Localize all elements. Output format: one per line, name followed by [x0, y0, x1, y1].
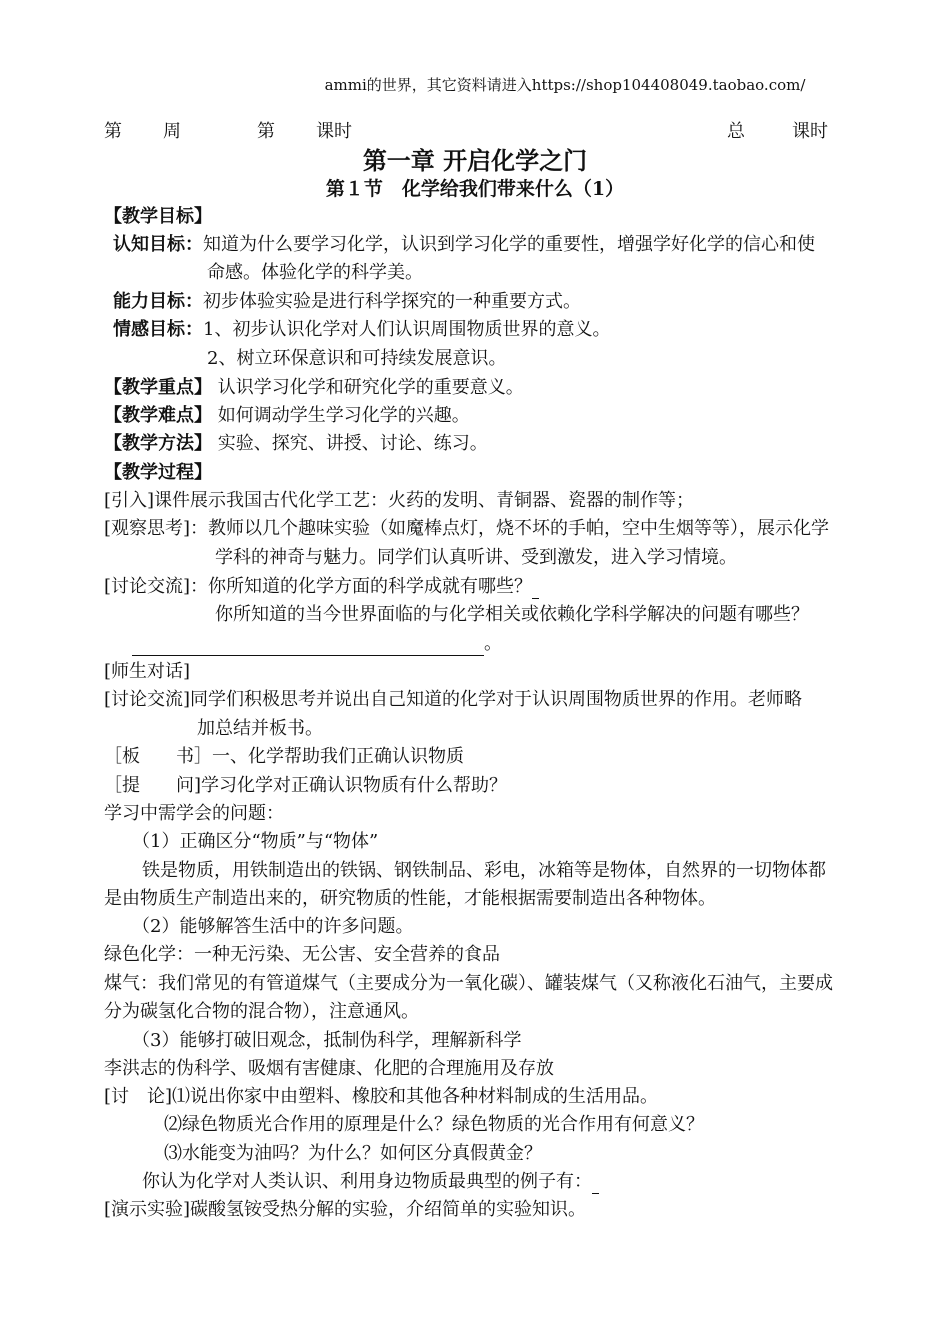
emotion-item-1: 1、初步认识化学对人们认识周围物质世界的意义。	[203, 319, 611, 340]
discuss-q1-line	[104, 575, 539, 599]
discussion-2-q3: ⑶水能变为油吗？为什么？如何区分真假黄金？	[164, 1143, 542, 1164]
ability-text: 初步体验实验是进行科学探究的一种重要方式。	[203, 291, 581, 312]
answer-blank-long	[132, 635, 484, 656]
total-char-1: 总	[727, 121, 745, 142]
board-line: ［板 书］一、化学帮助我们正确认识物质	[104, 746, 464, 767]
item-2-heading: （2）能够解答生活中的许多问题。	[132, 916, 414, 937]
discuss-q1: 你所知道的化学方面的科学成就有哪些？	[208, 576, 533, 597]
ability-objective	[113, 290, 581, 314]
discussion-2-q2: ⑵绿色物质光合作用的原理是什么？绿色物质的光合作用有何意义？	[164, 1114, 704, 1135]
observe-line-2: 学科的神奇与魅力。同学们认真听讲、受到激发，进入学习情境。	[215, 547, 737, 568]
methods-label: 【教学方法】	[104, 433, 212, 454]
example-blank	[592, 1173, 599, 1194]
ask-line: ［提 问]学习化学对正确认识物质有什么帮助？	[104, 775, 508, 796]
methods-text: 实验、探究、讲授、讨论、练习。	[217, 433, 488, 454]
discussion-2-q1: [讨 论]⑴说出你家中由塑料、橡胶和其他各种材料制成的生活用品。	[104, 1086, 659, 1107]
emotion-objective	[113, 318, 610, 342]
exchange-line-2: 加总结并板书。	[197, 718, 323, 739]
process-heading: 【教学过程】	[104, 462, 212, 483]
answer-blank-short	[532, 578, 539, 599]
methods	[104, 432, 488, 456]
lesson-char-2: 课时	[316, 121, 352, 142]
chapter-title: 第一章 开启化学之门	[362, 147, 588, 175]
item-1-heading: （1）正确区分“物质”与“物体”	[132, 831, 379, 852]
lesson-char-1: 第	[257, 121, 275, 142]
cognitive-text-1: 知道为什么要学习化学，认识到学习化学的重要性，增强学好化学的信心和使	[203, 234, 815, 255]
cognitive-text-2: 命感。体验化学的科学美。	[207, 262, 423, 283]
key-points	[104, 376, 524, 400]
blank-end-mark: 。	[484, 633, 502, 654]
page-header	[0, 74, 950, 96]
discuss-q2: 你所知道的当今世界面临的与化学相关或依赖化学科学解决的问题有哪些？	[215, 604, 809, 625]
green-chem-line: 绿色化学：一种无污染、无公害、安全营养的食品	[104, 944, 500, 965]
gas-line-2: 分为碳氢化合物的混合物），注意通风。	[104, 1001, 419, 1022]
difficulties	[104, 404, 470, 428]
example-line	[142, 1170, 599, 1194]
observe-line-1: [观察思考]：教师以几个趣味实验（如魔棒点灯，烧不坏的手帕，空中生烟等等），展示化学	[104, 518, 830, 539]
demo-line: [演示实验]碳酸氢铵受热分解的实验，介绍简单的实验知识。	[104, 1199, 587, 1220]
week-char-1: 第	[104, 121, 122, 142]
emotion-item-2: 2、树立环保意识和可持续发展意识。	[207, 348, 507, 369]
exchange-line-1: [讨论交流]同学们积极思考并说出自己知道的化学对于认识周围物质世界的作用。老师略	[104, 689, 803, 710]
key-points-label: 【教学重点】	[104, 377, 212, 398]
key-points-text: 认识学习化学和研究化学的重要意义。	[217, 377, 524, 398]
dialogue-line: [师生对话]	[104, 661, 191, 682]
intro-line: [引入]课件展示我国古代化学工艺：火药的发明、青铜器、瓷器的制作等；	[104, 490, 695, 511]
item-3-heading: （3）能够打破旧观念，抵制伪科学，理解新科学	[132, 1030, 522, 1051]
pseudo-science-line: 李洪志的伪科学、吸烟有害健康、化肥的合理施用及存放	[104, 1058, 554, 1079]
item-1-text-1: 铁是物质，用铁制造出的铁锅、钢铁制品、彩电，冰箱等是物体，自然界的一切物体都	[142, 860, 826, 881]
total-char-2: 课时	[792, 121, 828, 142]
difficulties-label: 【教学难点】	[104, 405, 212, 426]
difficulties-text: 如何调动学生学习化学的兴趣。	[217, 405, 470, 426]
section-title: 第１节 化学给我们带来什么（1）	[325, 178, 625, 200]
cognitive-objective	[113, 233, 815, 257]
example-text: 你认为化学对人类认识、利用身边物质最典型的例子有：	[142, 1171, 592, 1192]
cognitive-label: 认知目标：	[113, 234, 203, 255]
header-owner: ammi的世界，其它资料请进入	[324, 76, 532, 94]
discuss-label: [讨论交流]：	[104, 576, 209, 597]
week-char-2: 周	[163, 121, 181, 142]
emotion-label: 情感目标：	[113, 319, 203, 340]
objectives-heading: 【教学目标】	[104, 206, 212, 227]
item-1-text-2: 是由物质生产制造出来的，研究物质的性能，才能根据需要制造出各种物体。	[104, 888, 716, 909]
header-url: https://shop104408049.taobao.com/	[531, 76, 806, 94]
gas-line-1: 煤气：我们常见的有管道煤气（主要成分为一氧化碳）、罐装煤气（又称液化石油气，主要成	[104, 973, 833, 994]
ability-label: 能力目标：	[113, 291, 203, 312]
answer-blank-line	[132, 632, 502, 656]
learn-issues: 学习中需学会的问题：	[104, 803, 284, 824]
